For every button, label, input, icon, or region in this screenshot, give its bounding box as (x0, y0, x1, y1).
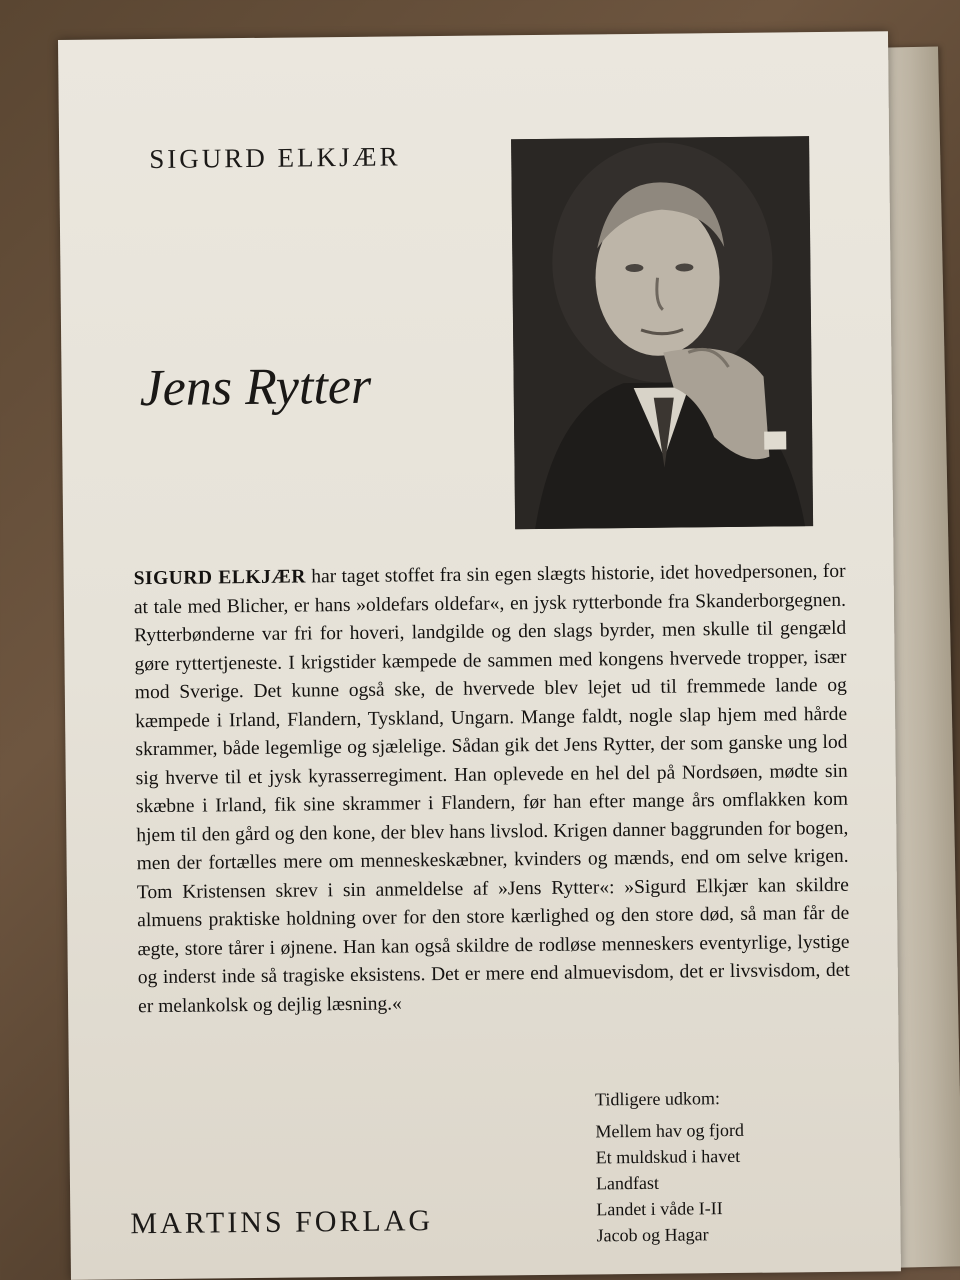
list-item: Jacob og Hagar (596, 1224, 709, 1246)
earlier-works (595, 1085, 745, 1249)
blurb-text (134, 558, 851, 1021)
blurb-lead: SIGURD ELKJÆR (133, 566, 306, 590)
list-item: Landfast (595, 1172, 660, 1194)
blurb-body: har taget stoffet fra sin egen slægts historie, idet hovedpersonen, for at tale med Blicher, er hans »oldefars oldefar«, en jysk rytterbonde fra Skanderborgegnen. Rytterbønderne var fri for hoveri, landgilde og den slags byrder, men skulle til gengæld gøre ryttertjeneste. I krigstider kæmpede de sammen med kongens hvervede tropper, især mod Sverige. Det kunne også ske, de hvervede blev lejet ud til fremmede lande og kæmpede i Irland, Flandern, Tyskland, Ungarn. Mange faldt, nogle slap hjem med hårde skrammer, både legemlige og sjælelige. Sådan gik det Jens Rytter, der som ganske ung lod sig hverve til et jysk kyrasserregiment. Han oplevede en hel del på Nordsøen, mødte sin skæbne i Irland, fik sine skrammer i Flandern, før han efter mange års omflakken kom hjem til den gård og den kone, der blev hans livslod. Krigen danner baggrunden for bogen, men der fortælles mere om menneskeskæbner, kvinders og mænds, end om selve krigen. Tom Kristensen skrev i sin anmeldelse af »Jens Rytter«: »Sigurd Elkjær kan skildre almuens praktiske holdning over for den store kærlighed og den store død, så man får de ægte, store tårer i øjnene. Han kan også skildre de rodløse menneskers eventyrlige, lystige og inderst inde så tragiske eksistens. Det er mere end almuevisdom, det er livsvisdom, det er melankolsk og dejlig læsning.« (133, 560, 850, 1017)
list-item: Et muldskud i havet (595, 1145, 741, 1168)
list-item: Landet i våde I-II (596, 1198, 723, 1220)
earlier-works-list (595, 1117, 745, 1249)
author-name: SIGURD ELKJÆR (149, 141, 401, 175)
author-portrait-photo (511, 136, 813, 529)
list-item: Mellem hav og fjord (595, 1119, 745, 1142)
earlier-works-label: Tidligere udkom: (595, 1088, 721, 1110)
portrait-image (511, 136, 813, 529)
book-title: Jens Rytter (139, 357, 372, 418)
publisher-name: MARTINS FORLAG (130, 1204, 434, 1241)
back-cover (58, 31, 901, 1280)
